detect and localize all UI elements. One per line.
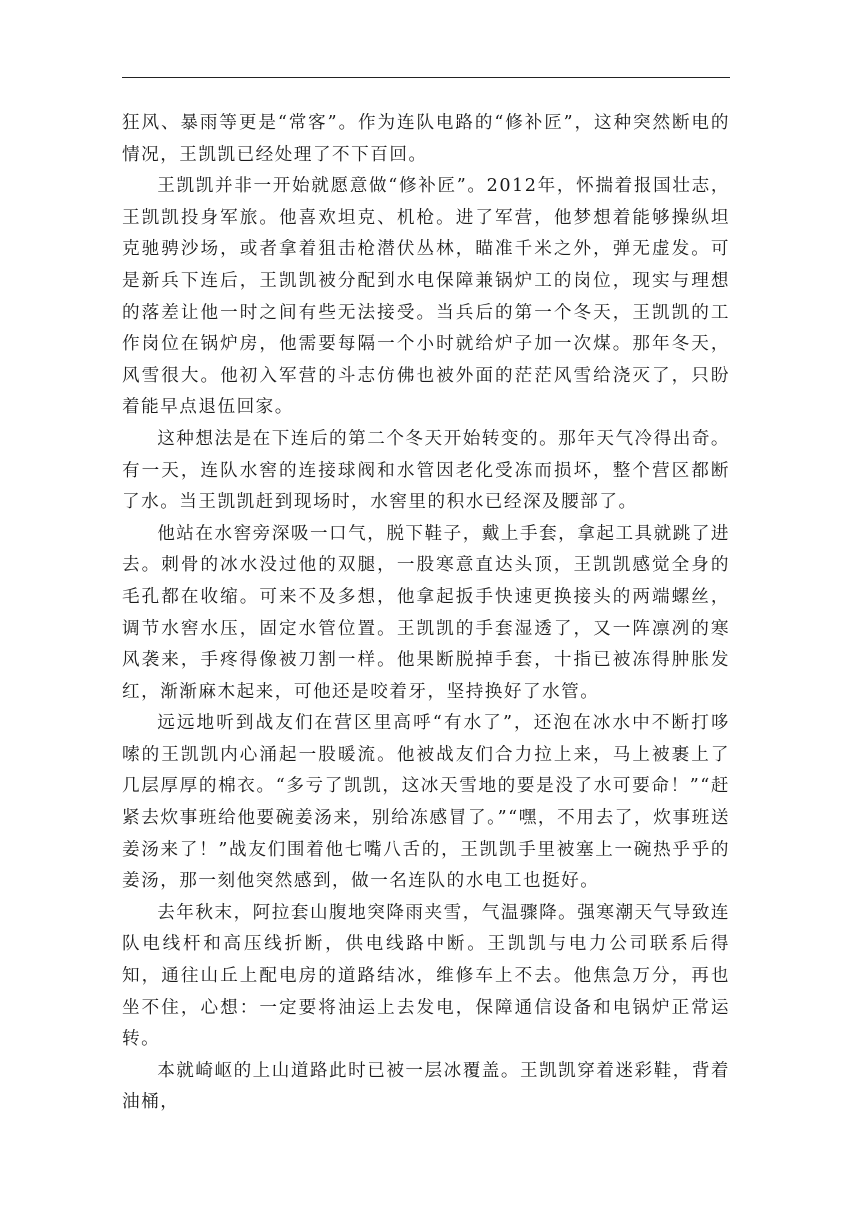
paragraph-3: 这种想法是在下连后的第二个冬天开始转变的。那年天气冷得出奇。有一天，连队水窖的连接球阀和水管因老化受冻而损坏，整个营区都断了水。当王凯凯赶到现场时，水窖里的积水已经深及腰部了。 (122, 428, 731, 513)
paragraph-5: 远远地听到战友们在营区里高呼“有水了”，还泡在冰水中不断打哆嗦的王凯凯内心涌起一股暖流。他被战友们合力拉上来，马上被裹上了几层厚厚的棉衣。“多亏了凯凯，这冰天雪地的要是没了水可要命！”“赶紧去炊事班给他要碗姜汤来，别给冻感冒了。”“嘿，不用去了，炊事班送姜汤来了！”战友们围着他七嘴八舌的，王凯凯手里被塞上一碗热乎乎的姜汤，那一刻他突然感到，做一名连队的水电工也挺好。 (122, 713, 730, 892)
paragraph-4: 他站在水窖旁深吸一口气，脱下鞋子，戴上手套，拿起工具就跳了进去。刺骨的冰水没过他的双腿，一股寒意直达头顶，王凯凯感觉全身的毛孔都在收缩。可来不及多想，他拿起扳手快速更换接头的两端螺丝，调节水窖水压，固定水管位置。王凯凯的手套湿透了，又一阵凛冽的寒风袭来，手疼得像被刀割一样。他果断脱掉手套，十指已被冻得肿胀发红，渐渐麻木起来，可他还是咬着牙，坚持换好了水管。 (122, 523, 731, 702)
article-body (122, 108, 730, 1119)
paragraph-7: 本就崎岖的上山道路此时已被一层冰覆盖。王凯凯穿着迷彩鞋，背着油桶， (122, 1060, 731, 1113)
paragraph-1: 狂风、暴雨等更是“常客”。作为连队电路的“修补匠”，这种突然断电的情况，王凯凯已经处理了不下百回。 (122, 113, 730, 165)
header-rule (122, 77, 730, 78)
paragraph-2: 王凯凯并非一开始就愿意做“修补匠”。2012年，怀揣着报国壮志，王凯凯投身军旅。他喜欢坦克、机枪。进了军营，他梦想着能够操纵坦克驰骋沙场，或者拿着狙击枪潜伏丛林，瞄准千米之外，弹无虚发。可是新兵下连后，王凯凯被分配到水电保障兼锅炉工的岗位，现实与理想的落差让他一时之间有些无法接受。当兵后的第一个冬天，王凯凯的工作岗位在锅炉房，他需要每隔一个小时就给炉子加一次煤。那年冬天，风雪很大。他初入军营的斗志仿佛也被外面的茫茫风雪给浇灭了，只盼着能早点退伍回家。 (122, 176, 730, 418)
paragraph-6: 去年秋末，阿拉套山腹地突降雨夹雪，气温骤降。强寒潮天气导致连队电线杆和高压线折断，供电线路中断。王凯凯与电力公司联系后得知，通往山丘上配电房的道路结冰，维修车上不去。他焦急万分，再也坐不住，心想：一定要将油运上去发电，保障通信设备和电锅炉正常运转。 (122, 902, 731, 1050)
